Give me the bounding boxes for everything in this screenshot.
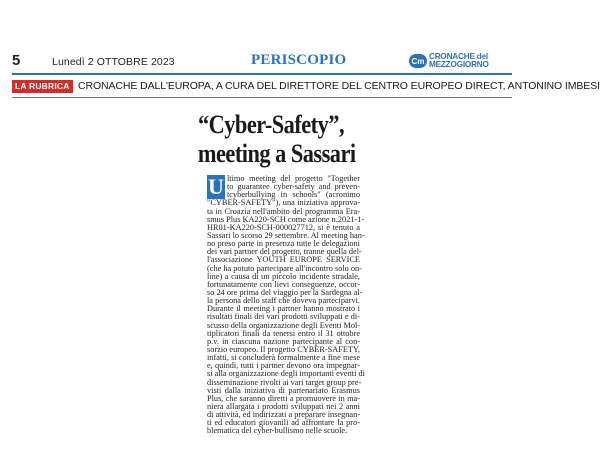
article-line: Plus, che saranno diretti a promuovere in ma- bbox=[207, 393, 360, 403]
headline-line-2: meeting a Sassari bbox=[197, 139, 356, 168]
article-line: di attività, ed indirizzati a preparare insegnan- bbox=[207, 410, 360, 420]
article-line: si alla organizzazione degli importanti eventi di bbox=[207, 369, 365, 379]
article-line: dei vari partner del progetto, tranne quella del- bbox=[207, 247, 362, 257]
article-line: to guarantee cyber-safety and preven- bbox=[227, 182, 360, 192]
article-line: infatti, si concluderà formalmente a fine mese bbox=[207, 353, 360, 363]
article-line: Durante il meeting i partner hanno mostrato i bbox=[207, 304, 360, 314]
article-line: tcyberbullying in schools" (acronimo bbox=[227, 190, 360, 200]
article-line: disseminazione rivolti ai vari target group pre- bbox=[207, 377, 362, 387]
article-line: ti ed educatori giovanili ad affrontare la pro- bbox=[207, 418, 360, 428]
article-line: risultati finali dei vari prodotti sviluppati e di- bbox=[207, 312, 360, 322]
article-line: visti dalla iniziativa di partenariato Erasmus bbox=[207, 385, 360, 395]
article-body bbox=[207, 174, 365, 436]
article-line: sorzio europeo. Il progetto CYBER-SAFETY, bbox=[207, 344, 360, 354]
article-line: tiplicatori finali da tenersi entro il 31 ottobre bbox=[207, 328, 360, 338]
article-line: niera allargata i prodotti sviluppati nei 2 anni bbox=[207, 401, 360, 411]
article-line: Sassari lo scorso 29 settembre. Al meeting han- bbox=[207, 230, 365, 240]
article-headline bbox=[197, 110, 356, 168]
logo-text bbox=[429, 53, 489, 69]
newspaper-logo bbox=[409, 52, 489, 70]
rubrica-title: CRONACHE DALL'EUROPA, A CURA DEL DIRETTORE DEL CENTRO EUROPEO DIRECT, ANTONINO IMBESI bbox=[78, 80, 600, 92]
issue-date: Lunedì 2 OTTOBRE 2023 bbox=[52, 56, 175, 68]
logo-badge-icon: Cm bbox=[409, 54, 427, 68]
rubrica-divider bbox=[12, 97, 512, 98]
page-number: 5 bbox=[12, 52, 21, 69]
article-line: p.v. in ciascuna nazione partecipante al con- bbox=[207, 336, 360, 346]
article-line: HR01-KA220-SCH-000027712, si è tenuto a bbox=[207, 222, 360, 232]
logo-line-2: MEZZOGIORNO bbox=[429, 60, 489, 69]
article-line: so 24 ore prima del viaggio per la Sardegna al- bbox=[207, 287, 363, 297]
rubrica-badge: LA RUBRICA bbox=[12, 80, 73, 93]
logo-line-1: CRONACHE del bbox=[429, 52, 489, 61]
article-line: blematica del cyber-bullismo nelle scuole. bbox=[207, 426, 348, 436]
article-line: no preso parte in presenza tutte le delegazioni bbox=[207, 239, 360, 249]
article-line: la persona dello staff che doveva parteciparvi. bbox=[207, 296, 360, 306]
headline-line-1: “Cyber-Safety”, bbox=[197, 110, 345, 139]
header-divider bbox=[12, 73, 512, 75]
drop-cap: U bbox=[208, 174, 224, 199]
article-line: scusso della organizzazione degli Eventi Mol- bbox=[207, 320, 361, 330]
article-line: l'associazione YOUTH EUROPE SERVICE bbox=[207, 255, 360, 265]
article-line: "CYBER-SAFETY"), una iniziativa approva- bbox=[207, 198, 360, 208]
article-line: ltimo meeting del progetto "Together bbox=[227, 174, 360, 183]
article-line: (che ha potuto partecipare all'incontro solo on- bbox=[207, 263, 362, 273]
section-title: PERISCOPIO bbox=[251, 52, 347, 68]
article-line: e, quindi, tutti i partner devono ora impegnar- bbox=[207, 361, 360, 371]
article-line: smus Plus KA220-SCH come azione n.2021-1- bbox=[207, 214, 365, 224]
article-line: fortunatamente con lievi conseguenze, occor- bbox=[207, 279, 360, 289]
article-line: ta in Croazia nell'ambito del programma Era- bbox=[207, 206, 360, 216]
article-line: line) a causa di un piccolo incidente stradale, bbox=[207, 271, 360, 281]
